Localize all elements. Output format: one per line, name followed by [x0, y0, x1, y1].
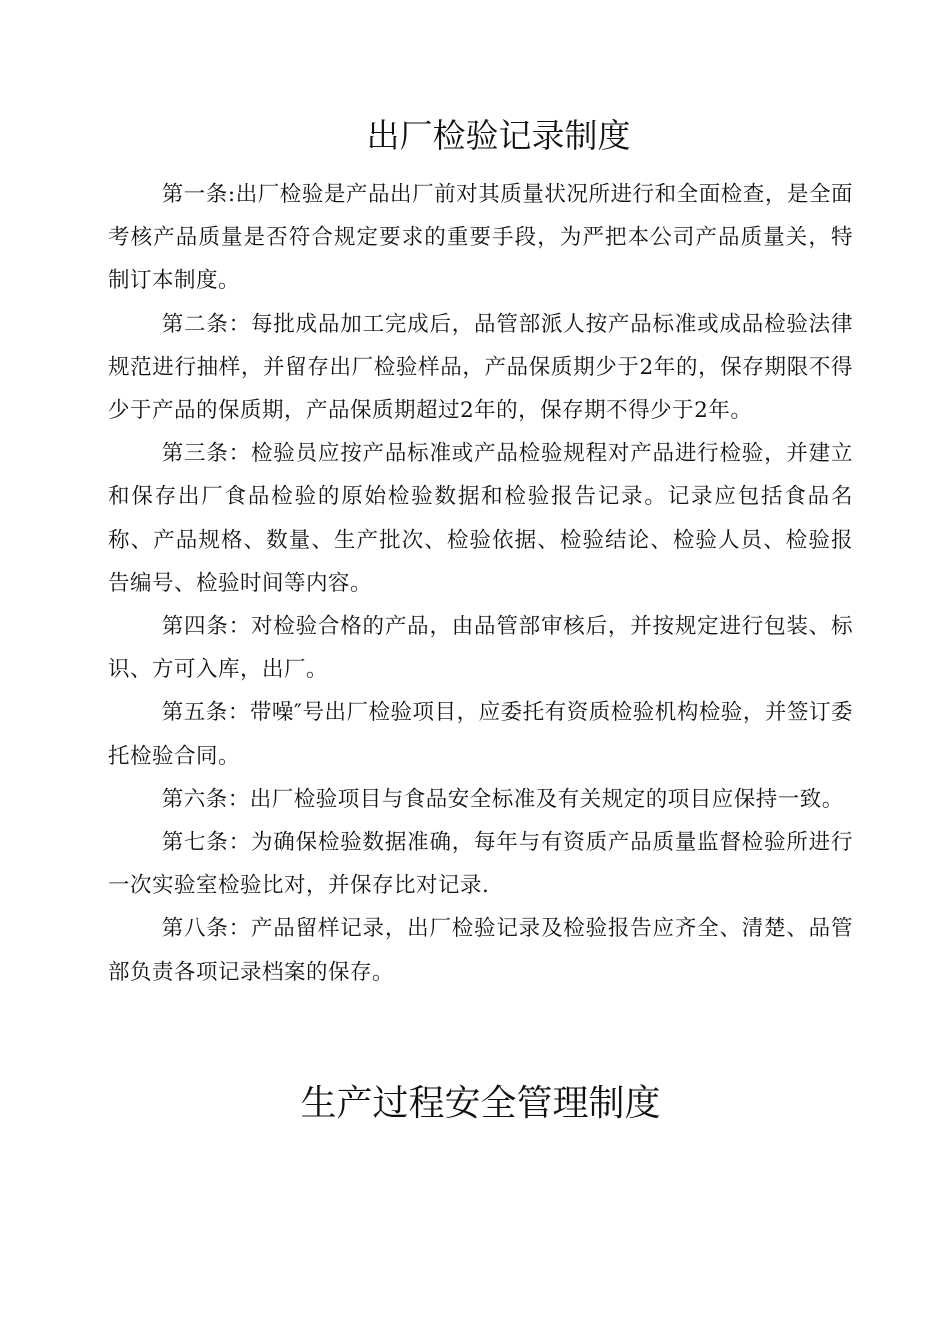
article-4: 第四条：对检验合格的产品，由品管部审核后，并按规定进行包装、标识、方可入库，出厂。 [108, 614, 853, 683]
article-6: 第六条：出厂检验项目与食品安全标准及有关规定的项目应保持一致。 [161, 786, 844, 812]
next-section-title: 生产过程安全管理制度 [300, 1083, 661, 1124]
article-3: 第三条：检验员应按产品标准或产品检验规程对产品进行检验，并建立和保存出厂食品检验的原始检验数据和检验报告记录。记录应包括食品名称、产品规格、数量、生产批次、检验依据、检验结论、检验人员、检验报告编号、检验时间等内容。 [108, 441, 853, 596]
article-list [108, 173, 853, 994]
article-5: 第五条：带噪″号出厂检验项目，应委托有资质检验机构检验，并签订委托检验合同。 [108, 700, 853, 769]
article-7: 第七条：为确保检验数据准确，每年与有资质产品质量监督检验所进行一次实验室检验比对，并保存比对记录. [108, 830, 853, 899]
article-8: 第八条：产品留样记录，出厂检验记录及检验报告应齐全、清楚、品管部负责各项记录档案的保存。 [108, 916, 853, 985]
article-2: 第二条：每批成品加工完成后，品管部派人按产品标准或成品检验法律规范进行抽样，并留存出厂检验样品，产品保质期少于2年的，保存期限不得少于产品的保质期，产品保质期超过2年的，保存期不得少于2年。 [108, 311, 853, 424]
document-title: 出厂检验记录制度 [366, 116, 631, 155]
article-1: 第一条:出厂检验是产品出厂前对其质量状况所进行和全面检查，是全面考核产品质量是否符合规定要求的重要手段，为严把本公司产品质量关，特制订本制度。 [108, 182, 853, 294]
